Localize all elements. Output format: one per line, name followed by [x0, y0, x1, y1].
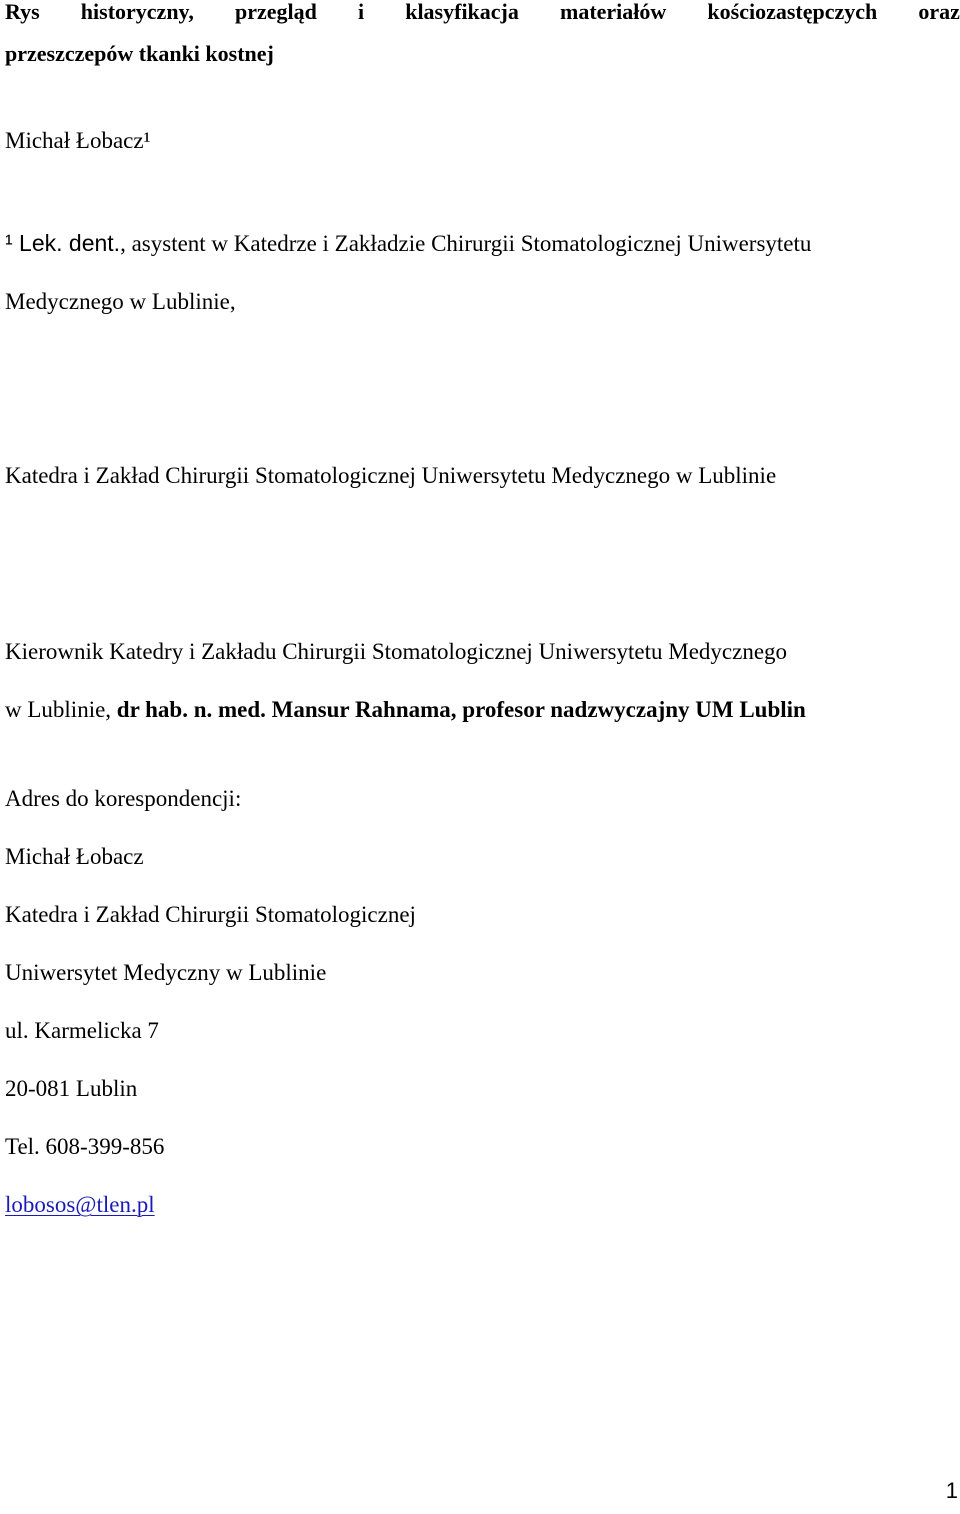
department-line: Katedra i Zakład Chirurgii Stomatologicznej Uniwersytetu Medycznego w Lublinie	[5, 463, 777, 488]
affiliation-line-2: Medycznego w Lublinie,	[5, 289, 236, 314]
correspondence-street: ul. Karmelicka 7	[5, 1018, 159, 1043]
title-line-2: przeszczepów tkanki kostnej	[5, 41, 274, 66]
correspondence-name: Michał Łobacz	[5, 844, 144, 869]
title-word: i	[357, 0, 365, 24]
title-word: oraz	[918, 0, 960, 24]
title-word: klasyfikacja	[405, 0, 519, 24]
affiliation-text: , asystent w Katedrze i Zakładzie Chirurgii Stomatologicznej Uniwersytetu	[120, 231, 812, 256]
head-line-2	[5, 696, 806, 724]
title-word: Rys	[5, 0, 40, 24]
correspondence-university: Uniwersytet Medyczny w Lublinie	[5, 960, 327, 985]
title-word: kościozastępczych	[707, 0, 878, 24]
head-location: w Lublinie,	[5, 697, 117, 722]
title-word: przegląd	[234, 0, 317, 24]
head-line-1: Kierownik Katedry i Zakładu Chirurgii Stomatologicznej Uniwersytetu Medycznego	[5, 639, 788, 664]
affiliation-prefix: ¹ Lek. dent.	[5, 230, 121, 256]
email-link[interactable]: lobosos@tlen.pl	[5, 1192, 155, 1217]
author-name: Michał Łobacz¹	[5, 128, 151, 153]
title-line-1	[5, 0, 960, 26]
head-name: dr hab. n. med. Mansur Rahnama, profesor nadzwyczajny UM Lublin	[116, 697, 806, 722]
affiliation-line-1	[5, 229, 811, 258]
correspondence-city: 20-081 Lublin	[5, 1076, 138, 1101]
title-word: materiałów	[560, 0, 667, 24]
page-number: 1	[945, 1478, 958, 1503]
title-word: historyczny,	[80, 0, 194, 24]
correspondence-label: Adres do korespondencji:	[5, 786, 242, 811]
correspondence-department: Katedra i Zakład Chirurgii Stomatologicznej	[5, 902, 416, 927]
correspondence-phone: Tel. 608-399-856	[5, 1134, 165, 1159]
